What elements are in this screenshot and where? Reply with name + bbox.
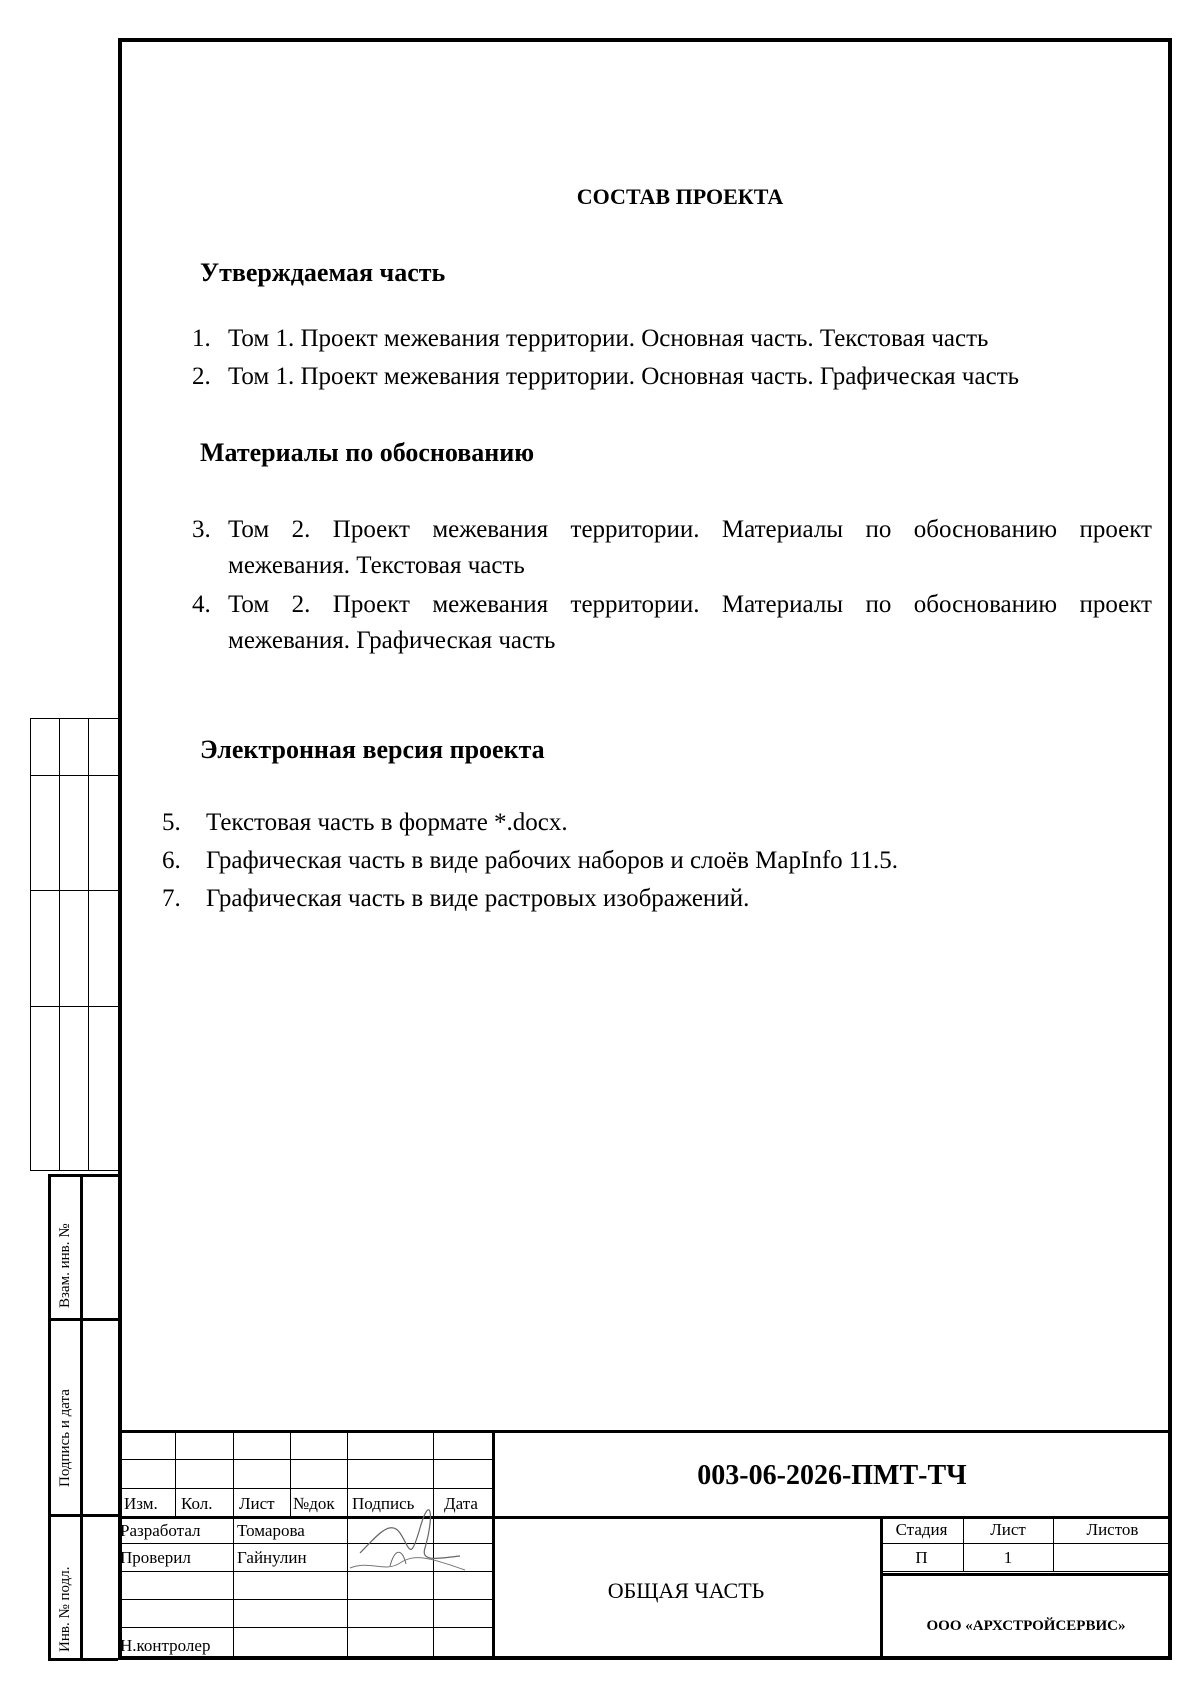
list-item-text-continued: межевания. Графическая часть bbox=[228, 627, 556, 654]
list-item bbox=[192, 321, 988, 357]
list-item-number: 5. bbox=[162, 809, 181, 836]
section-heading-approved: Утверждаемая часть bbox=[200, 258, 446, 287]
sheets-label: Листов bbox=[1086, 1520, 1139, 1539]
list-item-text: Том 2. Проект межевания территории. Материалы по обоснованию проект bbox=[228, 591, 1152, 618]
page-title: СОСТАВ ПРОЕКТА bbox=[576, 184, 784, 209]
list-item-number: 3. bbox=[192, 516, 211, 543]
side-label-inv: Инв. № подл. bbox=[57, 1566, 73, 1652]
header-kol: Кол. bbox=[181, 1494, 213, 1513]
role-norm-controller: Н.контролер bbox=[120, 1636, 211, 1655]
organization-name: ООО «АРХСТРОЙСЕРВИС» bbox=[926, 1618, 1126, 1634]
section-heading-justification: Материалы по обоснованию bbox=[200, 438, 535, 467]
header-podpis: Подпись bbox=[352, 1494, 415, 1513]
list-item bbox=[192, 359, 1019, 395]
sheet-label: Лист bbox=[990, 1520, 1026, 1539]
list-item-text: Текстовая часть в формате *.docx. bbox=[206, 809, 568, 836]
header-izm: Изм. bbox=[124, 1494, 158, 1513]
list-item-text: Том 1. Проект межевания территории. Основная часть. Текстовая часть bbox=[228, 325, 989, 352]
list-item bbox=[162, 881, 749, 917]
list-item-text: Том 2. Проект межевания территории. Материалы по обоснованию проект bbox=[228, 516, 1152, 543]
list-item-text-continued: межевания. Текстовая часть bbox=[228, 552, 525, 579]
side-label-vzam: Взам. инв. № bbox=[57, 1223, 73, 1308]
list-item-number: 4. bbox=[192, 591, 211, 618]
document-code: 003-06-2026-ПМТ-ТЧ bbox=[697, 1460, 967, 1491]
stage-value: П bbox=[915, 1548, 928, 1567]
list-item-text: Графическая часть в виде рабочих наборов и слоёв MapInfo 11.5. bbox=[206, 847, 898, 874]
role-developer: Разработал bbox=[120, 1521, 201, 1540]
stage-label: Стадия bbox=[895, 1520, 948, 1539]
sheet-value: 1 bbox=[1003, 1548, 1013, 1567]
role-checker: Проверил bbox=[120, 1548, 191, 1567]
list-item-text: Графическая часть в виде растровых изображений. bbox=[206, 885, 750, 912]
name-checker: Гайнулин bbox=[237, 1548, 307, 1567]
header-ndok: №док bbox=[293, 1494, 335, 1513]
list-item bbox=[162, 843, 898, 879]
header-list: Лист bbox=[239, 1494, 275, 1513]
list-item-number: 6. bbox=[162, 847, 181, 874]
section-heading-electronic: Электронная версия проекта bbox=[200, 735, 545, 764]
name-developer: Томарова bbox=[237, 1521, 305, 1540]
document-section-title: ОБЩАЯ ЧАСТЬ bbox=[607, 1578, 765, 1603]
list-item-number: 1. bbox=[192, 325, 211, 352]
list-item bbox=[192, 512, 1152, 584]
list-item-number: 2. bbox=[192, 363, 211, 390]
list-item bbox=[162, 805, 568, 841]
list-item bbox=[192, 587, 1152, 659]
signature-image bbox=[340, 1508, 470, 1578]
list-item-number: 7. bbox=[162, 885, 181, 912]
list-item-text: Том 1. Проект межевания территории. Основная часть. Графическая часть bbox=[228, 363, 1020, 390]
header-data: Дата bbox=[444, 1494, 478, 1513]
side-label-podpis: Подпись и дата bbox=[57, 1389, 73, 1487]
